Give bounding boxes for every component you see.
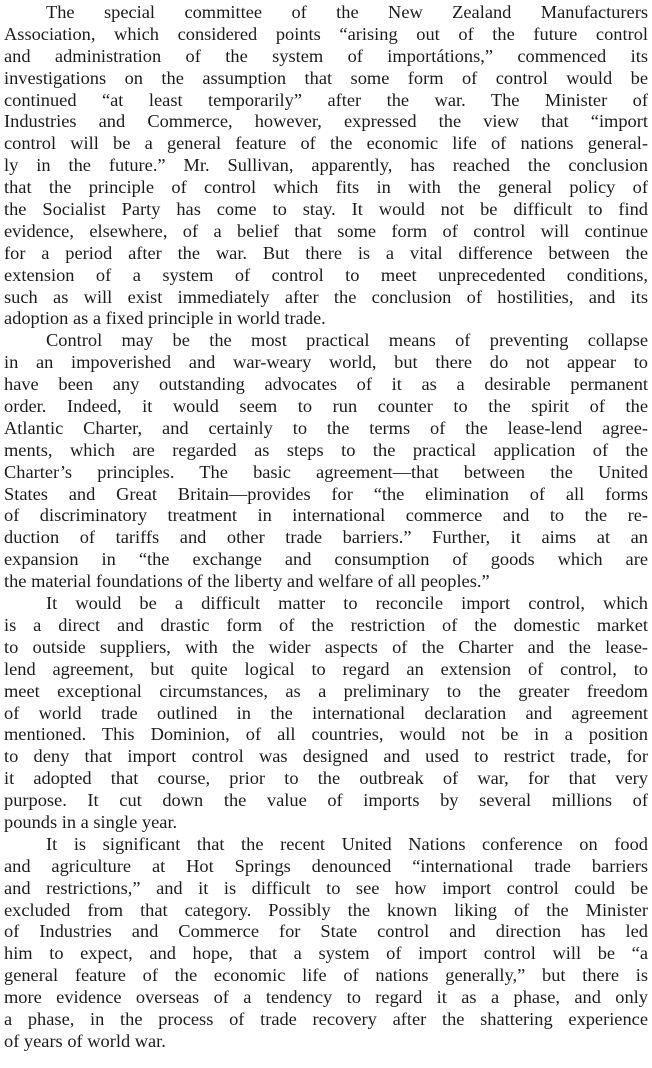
text-line: general feature of the economic life of nations generally,” but there is bbox=[4, 965, 648, 986]
text-line: to deny that import control was designed and used to restrict trade, for bbox=[4, 746, 648, 767]
text-line: of world trade outlined in the international declaration and agreement bbox=[4, 702, 648, 723]
text-line: Control may be the most practical means of preventing collapse bbox=[46, 330, 648, 351]
text-line: duction of tariffs and other trade barriers.” Further, it aims at an bbox=[4, 527, 648, 548]
text-line: investigations on the assumption that some form of control would be bbox=[4, 67, 648, 88]
text-line: The special committee of the New Zealand Manufacturers bbox=[46, 2, 648, 22]
text-line: extension of a system of control to meet unprecedented conditions, bbox=[4, 264, 648, 285]
text-line: Industries and Commerce, however, expressed the view that “import bbox=[4, 111, 648, 132]
text-line: have been any outstanding advocates of it as a desirable permanent bbox=[4, 374, 648, 395]
text-line: of Industries and Commerce for State control and direction has led bbox=[4, 921, 648, 942]
text-line: adoption as a fixed principle in world trade. bbox=[4, 308, 326, 329]
paragraph-3 bbox=[4, 593, 648, 834]
text-line: the material foundations of the liberty and welfare of all peoples.” bbox=[4, 571, 490, 592]
text-line: It is significant that the recent United Nations conference on food bbox=[46, 833, 648, 854]
text-line: that the principle of control which fits in with the general policy of bbox=[4, 177, 648, 198]
text-line: order. Indeed, it would seem to run counter to the spirit of the bbox=[4, 396, 648, 417]
text-line: Atlantic Charter, and certainly to the terms of the lease-lend agree- bbox=[4, 417, 648, 438]
text-line: Charter’s principles. The basic agreement—that between the United bbox=[4, 461, 648, 482]
paragraph-4 bbox=[4, 834, 648, 1053]
text-line: such as will exist immediately after the conclusion of hostilities, and its bbox=[4, 286, 648, 307]
text-line: a phase, in the process of trade recovery after the shattering experience bbox=[4, 1008, 648, 1029]
paragraph-1 bbox=[4, 2, 648, 330]
text-line: States and Great Britain—provides for “the elimination of all forms bbox=[4, 483, 648, 504]
text-line: in an impoverished and war-weary world, but there do not appear to bbox=[4, 352, 648, 373]
article-page bbox=[4, 2, 648, 1053]
text-line: continued “at least temporarily” after the war. The Minister of bbox=[4, 89, 648, 110]
text-line: and agriculture at Hot Springs denounced “international trade barriers bbox=[4, 855, 648, 876]
text-line: meet exceptional circumstances, as a preliminary to the greater freedom bbox=[4, 680, 648, 701]
text-line: lend agreement, but quite logical to regard an extension of control, to bbox=[4, 658, 648, 679]
text-line: it adopted that course, prior to the outbreak of war, for that very bbox=[4, 768, 648, 789]
text-line: more evidence overseas of a tendency to regard it as a phase, and only bbox=[4, 987, 648, 1008]
text-line: ly in the future.” Mr. Sullivan, apparently, has reached the conclusion bbox=[4, 155, 648, 176]
text-line: and restrictions,” and it is difficult to see how import control could be bbox=[4, 877, 648, 898]
text-line: ments, which are regarded as steps to the practical application of the bbox=[4, 439, 648, 460]
text-line: to outside suppliers, with the wider aspects of the Charter and the lease- bbox=[4, 636, 648, 657]
text-line: evidence, elsewhere, of a belief that some form of control will continue bbox=[4, 220, 648, 241]
text-line: of years of world war. bbox=[4, 1030, 166, 1051]
paragraph-2 bbox=[4, 330, 648, 593]
text-line: expansion in “the exchange and consumption of goods which are bbox=[4, 549, 648, 570]
text-line: for a period after the war. But there is a vital difference between the bbox=[4, 242, 648, 263]
text-line: the Socialist Party has come to stay. It would not be difficult to find bbox=[4, 199, 648, 220]
text-line: pounds in a single year. bbox=[4, 811, 178, 832]
text-line: control will be a general feature of the economic life of nations general- bbox=[4, 133, 648, 154]
text-line: It would be a difficult matter to reconcile import control, which bbox=[46, 593, 648, 614]
text-line: Association, which considered points “arising out of the future control bbox=[4, 23, 648, 44]
text-line: him to expect, and hope, that a system of import control will be “a bbox=[4, 943, 648, 964]
text-line: of discriminatory treatment in international commerce and to the re- bbox=[4, 505, 648, 526]
text-line: is a direct and drastic form of the restriction of the domestic market bbox=[4, 614, 648, 635]
text-line: mentioned. This Dominion, of all countries, would not be in a position bbox=[4, 724, 648, 745]
text-line: and administration of the system of importátions,” commenced its bbox=[4, 45, 648, 66]
text-line: purpose. It cut down the value of imports by several millions of bbox=[4, 790, 648, 811]
text-line: excluded from that category. Possibly the known liking of the Minister bbox=[4, 899, 648, 920]
